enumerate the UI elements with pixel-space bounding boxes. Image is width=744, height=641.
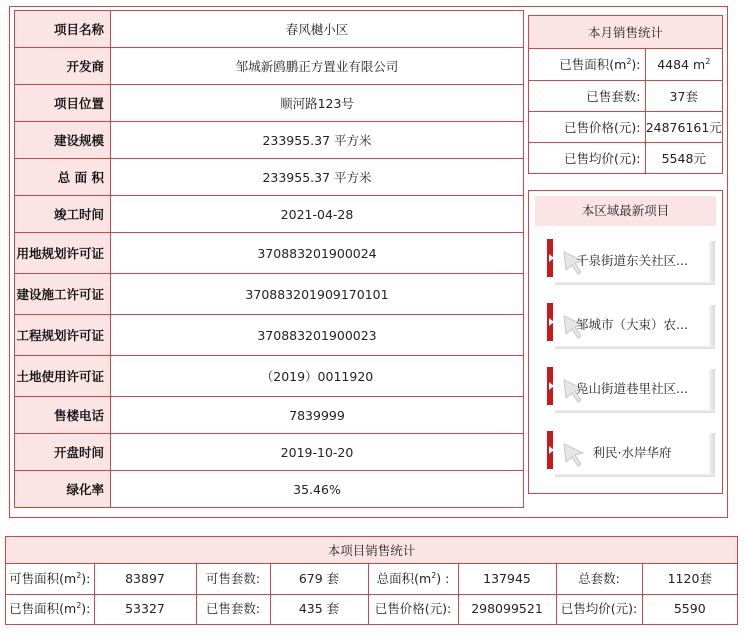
latest-projects-box bbox=[528, 190, 723, 494]
monthly-label: 已售均价(元): bbox=[529, 142, 645, 173]
arrow-right-icon bbox=[549, 254, 554, 262]
info-value: 2019-10-20 bbox=[111, 434, 524, 471]
latest-project-name: 千泉街道东关社区... bbox=[576, 253, 688, 268]
info-label: 工程规划许可证 bbox=[15, 315, 111, 356]
info-value: 233955.37 平方米 bbox=[111, 122, 524, 159]
stat-value: 679 套 bbox=[270, 564, 368, 594]
monthly-row bbox=[529, 49, 722, 80]
latest-project-link[interactable] bbox=[547, 427, 715, 477]
card-shadow bbox=[555, 346, 715, 349]
info-row bbox=[15, 196, 524, 233]
info-value: 35.46% bbox=[111, 471, 524, 508]
info-label: 售楼电话 bbox=[15, 397, 111, 434]
monthly-row bbox=[529, 80, 722, 111]
monthly-value: 37套 bbox=[645, 80, 722, 111]
project-sales-title: 本项目销售统计 bbox=[6, 537, 737, 564]
info-value: 370883201909170101 bbox=[111, 274, 524, 315]
info-row bbox=[15, 159, 524, 196]
stat-label: 总套数: bbox=[556, 564, 642, 594]
monthly-label: 已售面积$(m^2)$: bbox=[529, 49, 645, 80]
arrow-right-icon bbox=[549, 446, 554, 454]
stat-label: 已售面积$(m^2)$: bbox=[6, 594, 94, 624]
card-shadow bbox=[709, 241, 715, 283]
info-value: 2021-04-28 bbox=[111, 196, 524, 233]
info-label: 总 面 积 bbox=[15, 159, 111, 196]
info-value: 370883201900024 bbox=[111, 233, 524, 274]
info-value: 邹城新鸥鹏正方置业有限公司 bbox=[111, 48, 524, 85]
monthly-value: 4484 $m^2$ bbox=[657, 56, 711, 72]
info-value: 233955.37 平方米 bbox=[111, 159, 524, 196]
stat-label: 已售均价(元): bbox=[556, 594, 642, 624]
info-label: 项目名称 bbox=[15, 11, 111, 48]
card-shadow bbox=[709, 433, 715, 475]
info-label: 用地规划许可证 bbox=[15, 233, 111, 274]
monthly-label: 已售价格(元): bbox=[529, 111, 645, 142]
project-sales-row bbox=[6, 594, 737, 624]
stat-value: 137945 bbox=[458, 564, 556, 594]
card-shadow bbox=[709, 369, 715, 411]
monthly-label: 已售套数: bbox=[529, 80, 645, 111]
info-row bbox=[15, 471, 524, 508]
stat-value: 5590 bbox=[642, 594, 737, 624]
info-row bbox=[15, 11, 524, 48]
arrow-right-icon bbox=[549, 382, 554, 390]
info-label: 开发商 bbox=[15, 48, 111, 85]
latest-projects-title: 本区域最新项目 bbox=[535, 196, 716, 226]
card-shadow bbox=[555, 474, 715, 477]
monthly-value: 24876161元 bbox=[645, 111, 722, 142]
info-value: 顺河路123号 bbox=[111, 85, 524, 122]
latest-project-name: 利民·水岸华府 bbox=[592, 445, 672, 460]
stat-value: 1120套 bbox=[667, 570, 712, 586]
card-shadow bbox=[555, 282, 715, 285]
info-label: 项目位置 bbox=[15, 85, 111, 122]
info-label: 绿化率 bbox=[15, 471, 111, 508]
info-label: 开盘时间 bbox=[15, 434, 111, 471]
latest-project-name: 凫山街道巷里社区... bbox=[576, 381, 688, 396]
stat-value: 298099521 bbox=[458, 594, 556, 624]
monthly-sales-box bbox=[528, 15, 723, 174]
info-label: 土地使用许可证 bbox=[15, 356, 111, 397]
info-row bbox=[15, 356, 524, 397]
info-row bbox=[15, 434, 524, 471]
stat-label: 可售面积$(m^2)$: bbox=[6, 564, 94, 594]
project-sales-box bbox=[5, 536, 738, 625]
stat-label: 已售价格(元): bbox=[368, 594, 458, 624]
monthly-sales-title: 本月销售统计 bbox=[529, 16, 722, 49]
info-row bbox=[15, 122, 524, 159]
stat-value: 53327 bbox=[94, 594, 196, 624]
monthly-row bbox=[529, 111, 722, 142]
project-sales-table bbox=[6, 564, 737, 624]
info-value: 春风樾小区 bbox=[111, 11, 524, 48]
info-row bbox=[15, 233, 524, 274]
latest-project-link[interactable] bbox=[547, 363, 715, 413]
stat-value: 83897 bbox=[94, 564, 196, 594]
project-info-table bbox=[14, 10, 524, 508]
stat-value: 435 套 bbox=[270, 594, 368, 624]
stat-label: 总面积$(m^2)$ : bbox=[368, 564, 458, 594]
monthly-value: 5548元 bbox=[645, 142, 722, 173]
card-shadow bbox=[555, 410, 715, 413]
info-value: 370883201900023 bbox=[111, 315, 524, 356]
info-label: 建设施工许可证 bbox=[15, 274, 111, 315]
arrow-right-icon bbox=[549, 318, 554, 326]
info-row bbox=[15, 397, 524, 434]
latest-project-name: 邹城市（大束）农... bbox=[576, 317, 688, 332]
project-sales-row bbox=[6, 564, 737, 594]
latest-project-link[interactable] bbox=[547, 235, 715, 285]
info-value: （2019）0011920 bbox=[111, 356, 524, 397]
latest-project-link[interactable] bbox=[547, 299, 715, 349]
info-row bbox=[15, 48, 524, 85]
stat-label: 已售套数: bbox=[196, 594, 270, 624]
info-row bbox=[15, 315, 524, 356]
card-shadow bbox=[709, 305, 715, 347]
info-label: 建设规模 bbox=[15, 122, 111, 159]
monthly-row bbox=[529, 142, 722, 173]
info-label: 竣工时间 bbox=[15, 196, 111, 233]
info-row bbox=[15, 85, 524, 122]
info-row bbox=[15, 274, 524, 315]
stat-label: 可售套数: bbox=[196, 564, 270, 594]
monthly-sales-table bbox=[529, 49, 722, 173]
info-value: 7839999 bbox=[111, 397, 524, 434]
